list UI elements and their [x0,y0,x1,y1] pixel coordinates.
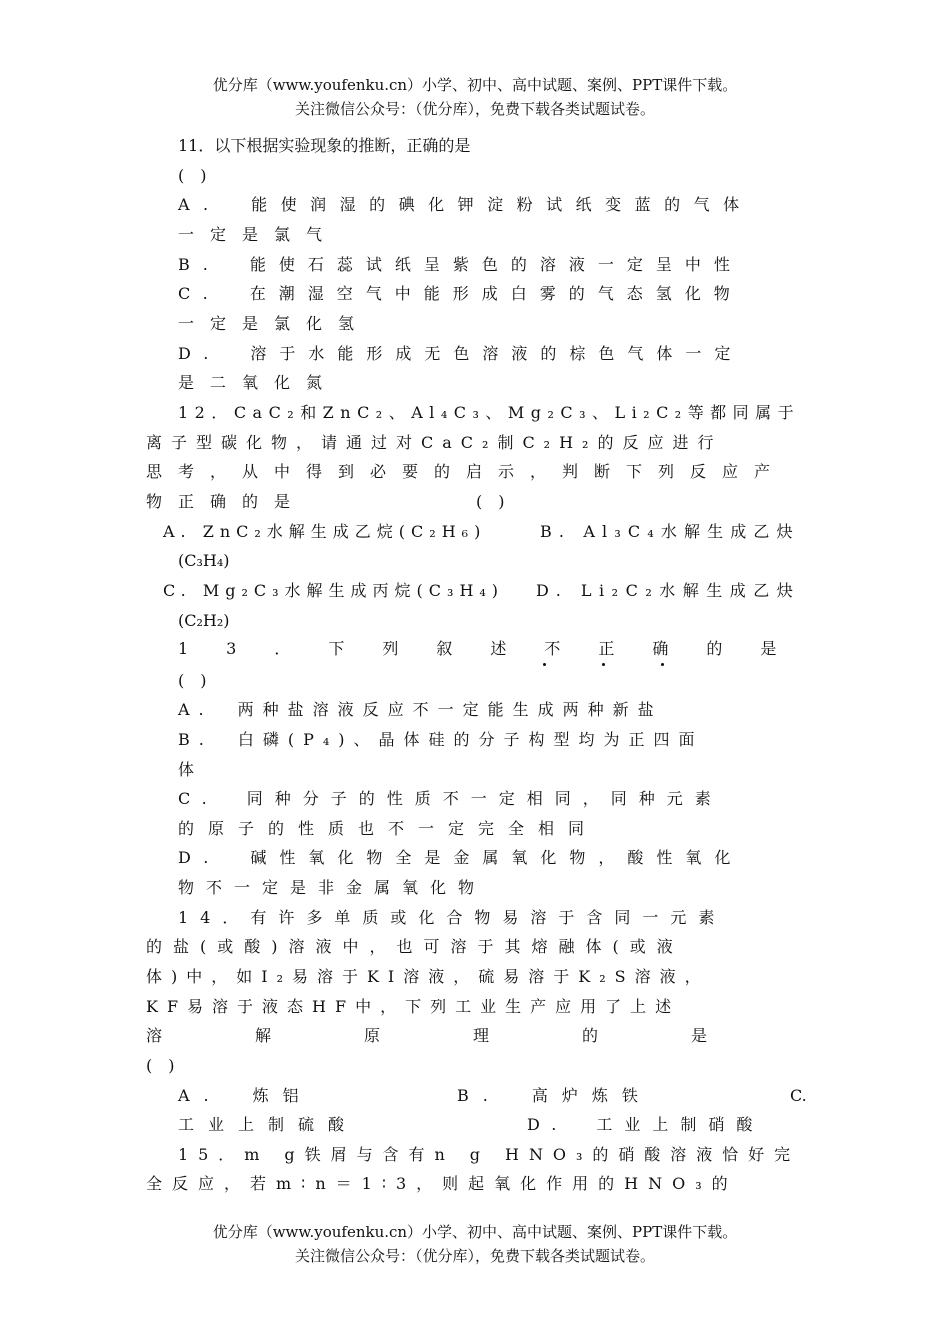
q14-option-c-label: C. [790,1086,807,1105]
q14-option-c-text: 工业上制硫酸 [178,1115,359,1134]
page-footer [0,1220,950,1268]
q14-line-3: 体)中，如I₂易溶于KI溶液，硫易溶于K₂S溶液， [146,967,710,986]
q11-stem [178,134,790,158]
q12-option-c: C. Mg₂C₃水解生成丙烷(C₃H₄) [163,581,505,600]
q13-option-b-line2: 体 [178,760,195,779]
q12-option-d-line2: (C₂H₂) [178,611,230,630]
q15-line-2: 全反应，若m∶n＝1∶3，则起氧化作用的HNO₃的 [146,1174,738,1193]
q14-option-d: D. 工业上制硝酸 [527,1115,765,1134]
q13-stem [178,637,815,661]
q11-stem-line: 11．以下根据实验现象的推断，正确的是 [178,136,471,155]
q12-option-d-line1: D. Li₂C₂水解生成乙炔 [536,581,801,600]
q12-line-2: 离子型碳化物，请通过对CaC₂制C₂H₂的反应进行 [146,433,723,452]
q12-option-b-line1: B. Al₃C₄水解生成乙炔 [540,522,800,541]
q14-line-1: 14．有许多单质或化合物易溶于含同一元素 [178,908,727,927]
q14-line-5: 溶解原理的是 [146,1026,801,1045]
header-line-2: 关注微信公众号：（优分库），免费下载各类试题试卷。 [294,100,655,118]
q11-paren: ( ) [178,166,207,185]
emphasis-dot-3 [658,637,666,661]
q14-paren: ( ) [146,1056,175,1075]
q13-option-d-line2: 物不一定是非金属氧化物 [178,878,487,897]
q11-option-a-line1: A. 能使润湿的碘化钾淀粉试纸变蓝的气体 [178,195,753,214]
header-line-1: 优分库（www.youfenku.cn）小学、初中、高中试题、案例、PPT课件下载。 [212,76,738,94]
q13-stem-text: 13．下列叙述不正确的是 [178,639,815,658]
q14-option-a: A. 炼铝 [178,1086,313,1105]
q12-line-1: 12．CaC₂和ZnC₂、Al₄C₃、Mg₂C₃、Li₂C₂等都同属于 [178,403,801,422]
q12-paren: ( ) [476,492,505,511]
q14-option-b: B. 高炉炼铁 [457,1086,652,1105]
q11-option-d-line2: 是二氧化氮 [178,373,339,392]
q13-option-c-line1: C. 同种分子的性质不一定相同，同种元素 [178,789,723,808]
q12-option-b-line2: (C₃H₄) [178,551,230,570]
q12-line-4: 物正确的是 [146,492,307,511]
q13-option-d-line1: D. 碱性氧化物全是金属氧化物，酸性氧化 [178,848,744,867]
q12-line-3: 思考，从中得到必要的启示，判断下列反应产 [146,462,787,481]
q11-option-b: B. 能使石蕊试纸呈紫色的溶液一定呈中性 [178,255,743,274]
q13-option-c-line2: 的原子的性质也不一定完全相同 [178,819,599,838]
q13-option-b-line1: B. 白磷(P₄)、晶体硅的分子构型均为正四面 [178,730,704,749]
q12-option-a: A. ZnC₂水解生成乙烷(C₂H₆) [163,522,487,541]
q11-option-c-line1: C. 在潮湿空气中能形成白雾的气态氢化物 [178,284,743,303]
page-header [0,73,950,121]
q14-line-2: 的盐(或酸)溶液中，也可溶于其熔融体(或液 [146,937,684,956]
q13-paren: ( ) [178,671,207,690]
q15-line-1: 15．m g铁屑与含有n g HNO₃的硝酸溶液恰好完 [178,1145,801,1164]
emphasis-dot-2 [599,637,607,661]
q13-option-a: A. 两种盐溶液反应不一定能生成两种新盐 [178,700,663,719]
q11-option-c-line2: 一定是氯化氢 [178,314,371,333]
q11-option-d-line1: D. 溶于水能形成无色溶液的棕色气体一定 [178,344,744,363]
q13-emphasis-dots [540,637,670,667]
emphasis-dot-1 [540,637,548,661]
q14-line-4: KF易溶于液态HF中，下列工业生产应用了上述 [146,997,681,1016]
q11-option-a-line2: 一定是氯气 [178,225,339,244]
footer-line-2: 关注微信公众号：（优分库），免费下载各类试题试卷。 [294,1247,655,1265]
footer-line-1: 优分库（www.youfenku.cn）小学、初中、高中试题、案例、PPT课件下载。 [212,1223,738,1241]
